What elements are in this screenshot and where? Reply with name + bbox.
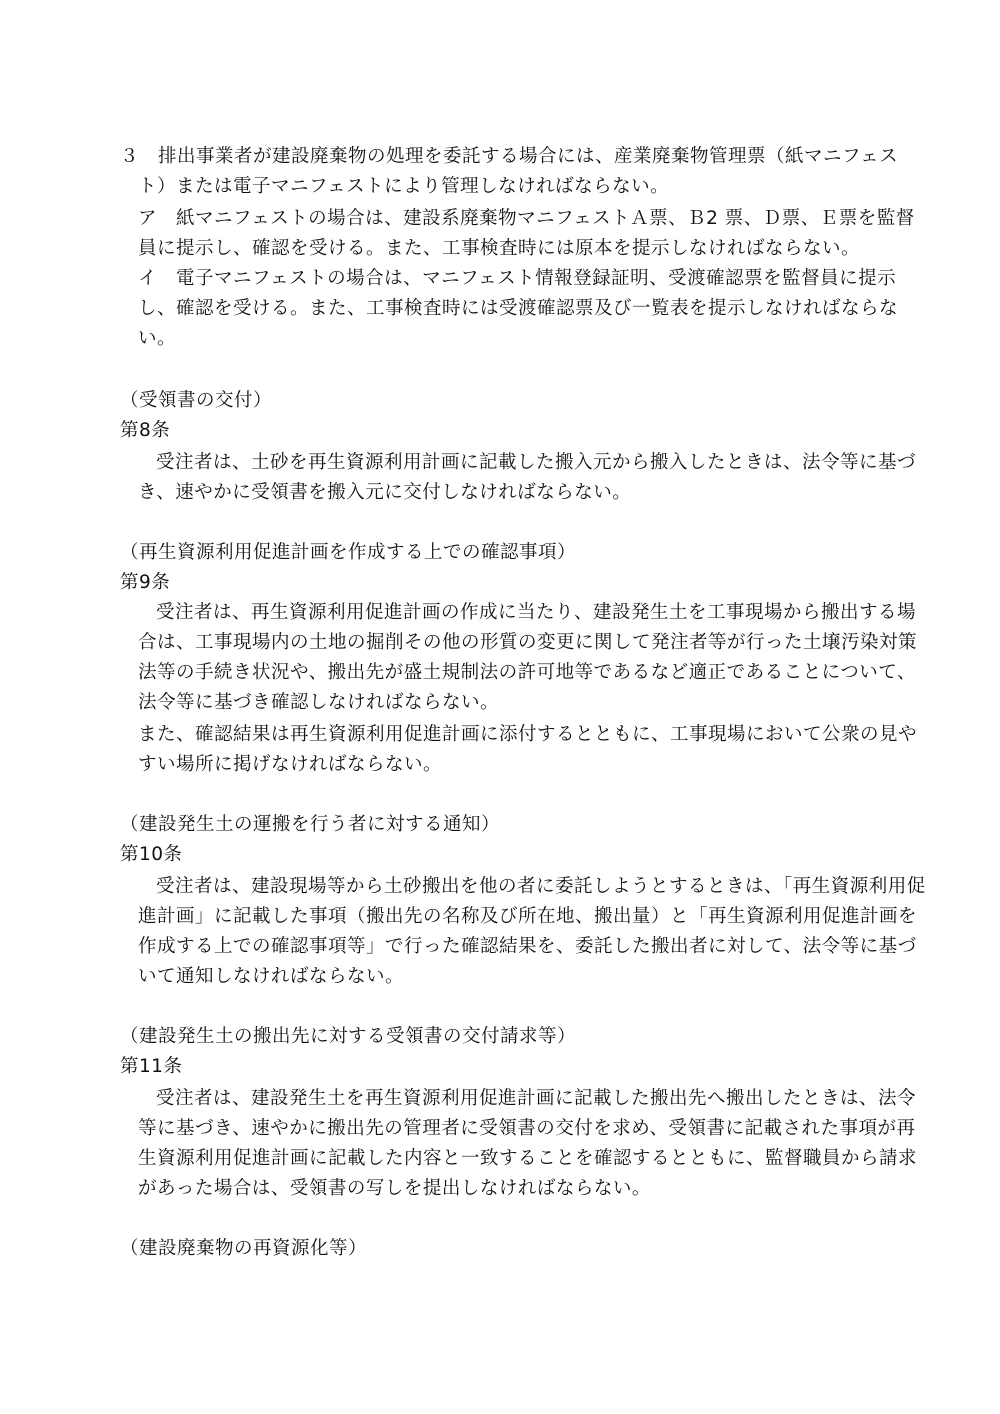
item3-line: ３ 排出事業者が建設廃棄物の処理を委託する場合には、産業廃棄物管理票（紙マニフェス xyxy=(120,146,899,167)
article10-number: 第10条 xyxy=(120,844,183,865)
article10-body-line: 進計画」に記載した事項（搬出先の名称及び所在地、搬出量）と「再生資源利用促進計画を xyxy=(138,906,918,927)
item3-sub-i-line: い。 xyxy=(138,328,177,349)
article11-heading: （建設発生土の搬出先に対する受領書の交付請求等） xyxy=(120,1026,577,1047)
article9-body-line: 合は、工事現場内の土地の掘削その他の形質の変更に関して発注者等が行った土壌汚染対策 xyxy=(138,632,918,653)
item3-line: ト）または電子マニフェストにより管理しなければならない。 xyxy=(138,176,670,197)
article9-number: 第9条 xyxy=(120,572,171,593)
article9-body-line: 法令等に基づき確認しなければならない。 xyxy=(138,692,500,713)
article9-heading: （再生資源利用促進計画を作成する上での確認事項） xyxy=(120,542,577,563)
article11-body-line: 受注者は、建設発生土を再生資源利用促進計画に記載した搬出先へ搬出したときは、法令 xyxy=(156,1088,917,1109)
article10-heading: （建設発生土の運搬を行う者に対する通知） xyxy=(120,814,501,835)
article9-body-line: 法等の手続き状況や、搬出先が盛土規制法の許可地等であるなど適正であることについて、 xyxy=(138,662,916,683)
item3-sub-a-line: ア 紙マニフェストの場合は、建設系廃棄物マニフェストＡ票、Ｂ2 票、Ｄ票、Ｅ票を監督 xyxy=(138,208,915,229)
article8-body-line: き、速やかに受領書を搬入元に交付しなければならない。 xyxy=(138,482,632,503)
article11-number: 第11条 xyxy=(120,1056,183,1077)
article10-body-line: いて通知しなければならない。 xyxy=(138,966,405,987)
article9-body-line: また、確認結果は再生資源利用促進計画に添付するとともに、工事現場において公衆の見や xyxy=(138,724,918,745)
article10-body-line: 受注者は、建設現場等から土砂搬出を他の者に委託しようとするときは、「再生資源利用促 xyxy=(156,876,926,897)
article8-body-line: 受注者は、土砂を再生資源利用計画に記載した搬入元から搬入したときは、法令等に基づ xyxy=(156,452,917,473)
article11-body-line: があった場合は、受領書の写しを提出しなければならない。 xyxy=(138,1178,651,1199)
article8-number: 第8条 xyxy=(120,420,171,441)
article11-body-line: 等に基づき、速やかに搬出先の管理者に受領書の交付を求め、受領書に記載された事項が再 xyxy=(138,1118,916,1139)
article8-heading: （受領書の交付） xyxy=(120,390,273,411)
article10-body-line: 作成する上での確認事項等」で行った確認結果を、委託した搬出者に対して、法令等に基づ xyxy=(138,936,917,957)
item3-sub-i-line: イ 電子マニフェストの場合は、マニフェスト情報登録証明、受渡確認票を監督員に提示 xyxy=(138,268,897,289)
article9-body-line: すい場所に掲げなければならない。 xyxy=(138,754,443,775)
item3-sub-a-line: 員に提示し、確認を受ける。また、工事検査時には原本を提示しなければならない。 xyxy=(138,238,861,259)
article9-body-line: 受注者は、再生資源利用促進計画の作成に当たり、建設発生土を工事現場から搬出する場 xyxy=(156,602,917,623)
item3-sub-i-line: し、確認を受ける。また、工事検査時には受渡確認票及び一覧表を提示しなければならな xyxy=(138,298,899,319)
article11-body-line: 生資源利用促進計画に記載した内容と一致することを確認するとともに、監督職員から請求 xyxy=(138,1148,918,1169)
article12-heading: （建設廃棄物の再資源化等） xyxy=(120,1238,368,1259)
